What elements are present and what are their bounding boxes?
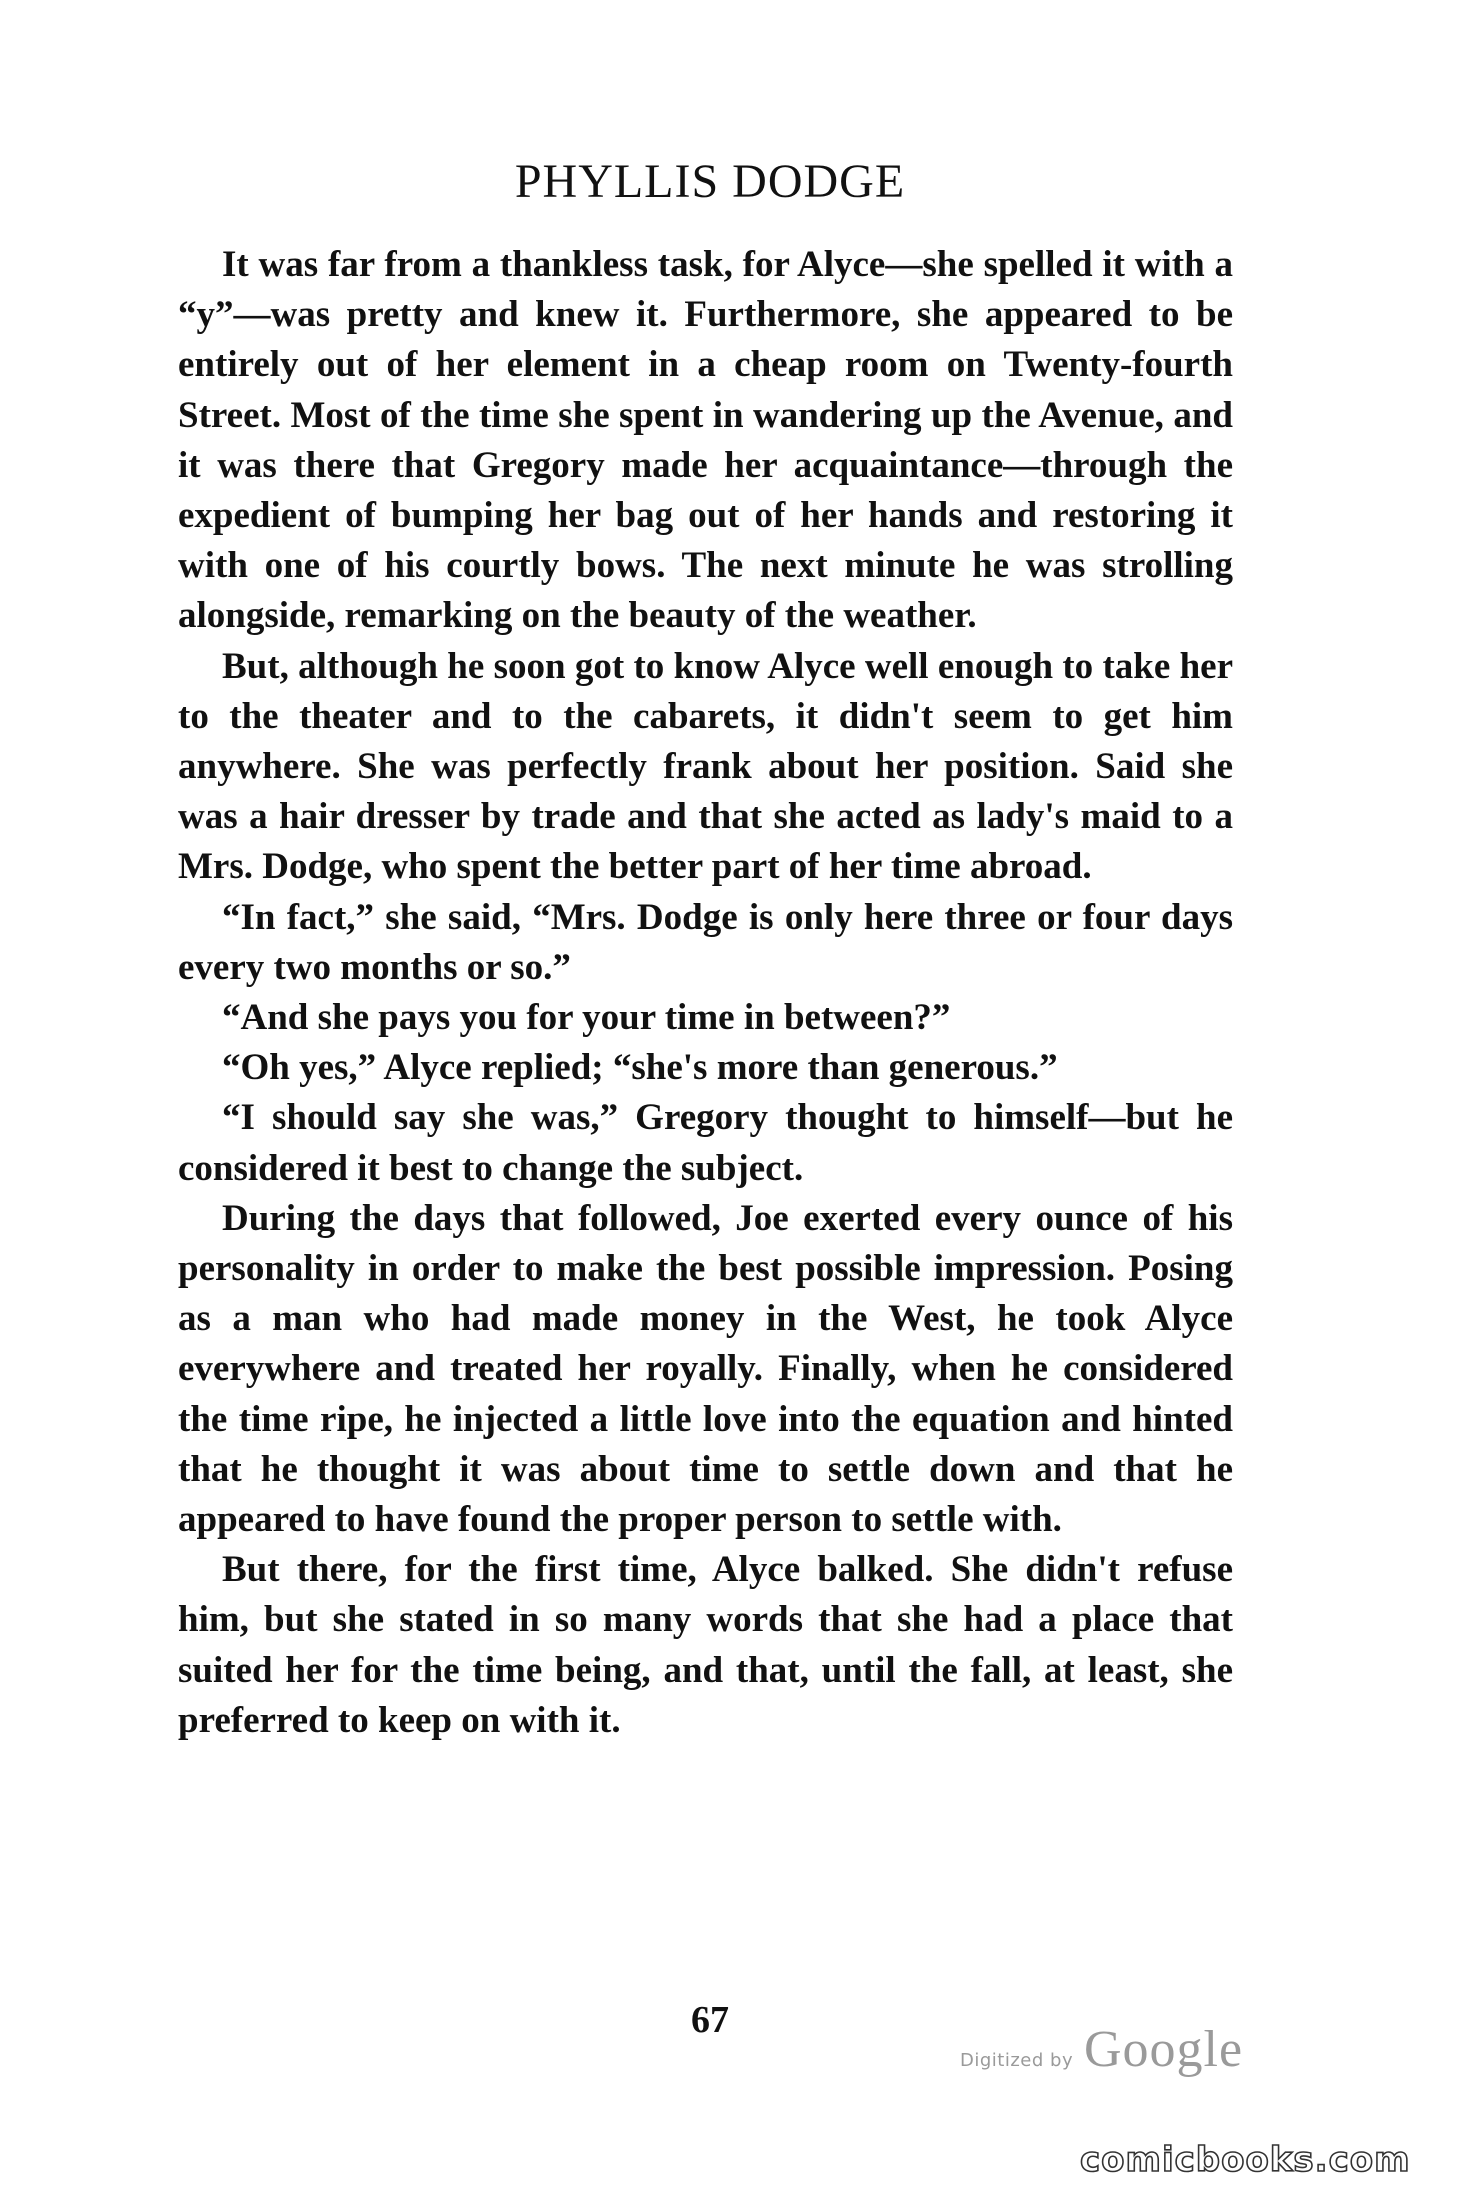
paragraph: “In fact,” she said, “Mrs. Dodge is only here three or four days every two months or so.” bbox=[178, 896, 1233, 988]
body-text bbox=[178, 240, 1233, 1746]
paragraph: “Oh yes,” Alyce replied; “she's more than generous.” bbox=[222, 1047, 1058, 1089]
site-watermark: comicbooks.com bbox=[1080, 2140, 1411, 2180]
running-head: PHYLLIS DODGE bbox=[514, 155, 906, 208]
paragraph: “And she pays you for your time in between?” bbox=[222, 997, 951, 1039]
paragraph: During the days that followed, Joe exerted every ounce of his personality in order to make the best possible impression. Posing as a man who had made money in the West, he took Alyce everywhere and treated her royally. Finally, when he considered the time ripe, he injected a little love into the equation and hinted that he thought it was about time to settle down and that he appeared to have found the proper person to settle with. bbox=[178, 1197, 1233, 1541]
paragraph: But there, for the first time, Alyce balked. She didn't refuse him, but she stated in so many words that she had a place that suited her for the time being, and that, until the fall, at least, she preferred to keep on with it. bbox=[178, 1549, 1233, 1741]
paragraph: It was far from a thankless task, for Alyce—she spelled it with a “y”—was pretty and knew it. Furthermore, she appeared to be entirely out of her element in a cheap room on Twenty-fourth Street. Most of the time she spent in wandering up the Avenue, and it was there that Gregory made her acquaintance—through the expedient of bumping her bag out of her hands and restoring it with one of his courtly bows. The next minute he was strolling alongside, remarking on the beauty of the weather. bbox=[178, 244, 1233, 637]
digitized-prefix: Digitized by bbox=[960, 2050, 1074, 2071]
page-number: 67 bbox=[691, 1999, 729, 2041]
paragraph: But, although he soon got to know Alyce well enough to take her to the theater and to the cabarets, it didn't seem to get him anywhere. She was perfectly frank about her position. Said she was a hair dresser by trade and that she acted as lady's maid to a Mrs. Dodge, who spent the better part of her time abroad. bbox=[178, 645, 1233, 888]
google-logo: Google bbox=[1084, 2021, 1244, 2078]
paragraph: “I should say she was,” Gregory thought to himself—but he considered it best to change the subject. bbox=[178, 1097, 1233, 1189]
digitized-by-google-mark bbox=[960, 2020, 1280, 2080]
